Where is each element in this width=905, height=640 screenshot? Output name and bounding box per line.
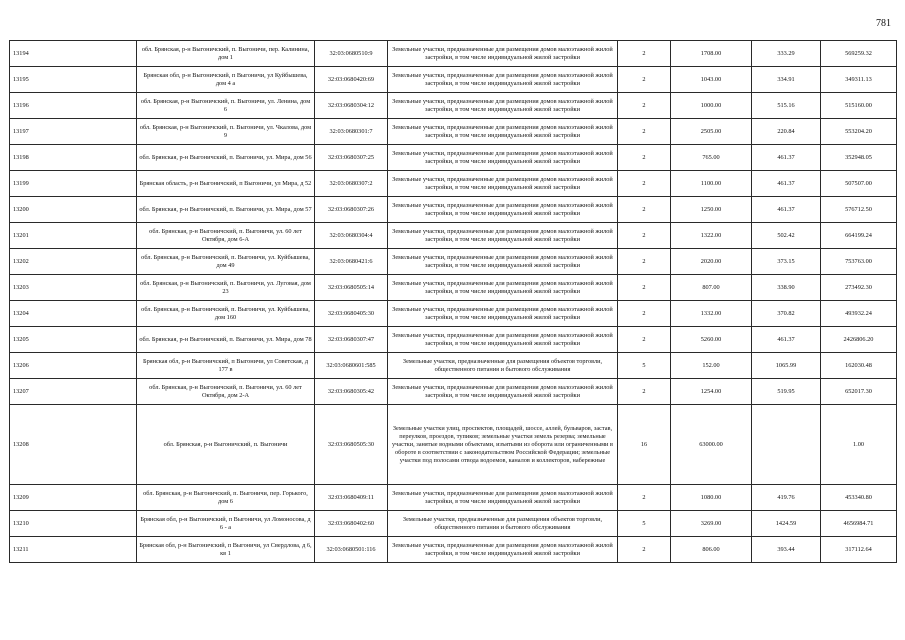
area-cell: 806.00 (671, 537, 752, 563)
group-cell: 2 (618, 537, 671, 563)
address-cell: Брянская обл, р-н Выгоничский, п Выгоничи, ул Советская, д 177 в (137, 353, 315, 379)
cadastral-value-cell: 753763.00 (821, 249, 897, 275)
land-use-cell: Земельные участки, предназначенные для размещения домов малоэтажной жилой застройки, в том числе индивидуальной жилой застройки (388, 145, 618, 171)
land-use-cell: Земельные участки, предназначенные для размещения домов малоэтажной жилой застройки, в том числе индивидуальной жилой застройки (388, 249, 618, 275)
group-cell: 2 (618, 327, 671, 353)
table-row (10, 537, 897, 563)
group-cell: 2 (618, 171, 671, 197)
cadastral-number-cell: 32:03:0680307:47 (315, 327, 388, 353)
land-use-cell: Земельные участки, предназначенные для размещения домов малоэтажной жилой застройки, в том числе индивидуальной жилой застройки (388, 537, 618, 563)
page-number: 781 (876, 18, 891, 29)
cadastral-number-cell: 32:03:0680301:7 (315, 119, 388, 145)
land-use-cell: Земельные участки улиц, проспектов, площадей, шоссе, аллей, бульваров, застав, переулков, проездов, тупиков; земельные участки земель резерва; земельные участки, занятые водными объектами, изъятыми из оборота или ограниченными в обороте в соответствии с законодательством Российской Федерации; земельные участки под полосами отвода водоемов, каналов и коллекторов, набережные (388, 405, 618, 485)
specific-value-cell: 1065.99 (752, 353, 821, 379)
area-cell: 1000.00 (671, 93, 752, 119)
land-use-cell: Земельные участки, предназначенные для размещения объектов торговли, общественного питания и бытового обслуживания (388, 353, 618, 379)
row-number-cell: 13204 (10, 301, 137, 327)
group-cell: 2 (618, 119, 671, 145)
specific-value-cell: 393.44 (752, 537, 821, 563)
cadastral-number-cell: 32:03:0680304:12 (315, 93, 388, 119)
row-number-cell: 13206 (10, 353, 137, 379)
area-cell: 1250.00 (671, 197, 752, 223)
area-cell: 3269.00 (671, 511, 752, 537)
cadastral-number-cell: 32:03:0680601:585 (315, 353, 388, 379)
row-number-cell: 13209 (10, 485, 137, 511)
specific-value-cell: 419.76 (752, 485, 821, 511)
address-cell: обл. Брянская, р-н Выгоничский, п. Выгоничи (137, 405, 315, 485)
row-number-cell: 13199 (10, 171, 137, 197)
land-use-cell: Земельные участки, предназначенные для размещения домов малоэтажной жилой застройки, в том числе индивидуальной жилой застройки (388, 119, 618, 145)
cadastral-value-cell: 317112.64 (821, 537, 897, 563)
row-number-cell: 13207 (10, 379, 137, 405)
row-number-cell: 13202 (10, 249, 137, 275)
land-use-cell: Земельные участки, предназначенные для размещения домов малоэтажной жилой застройки, в том числе индивидуальной жилой застройки (388, 41, 618, 67)
row-number-cell: 13210 (10, 511, 137, 537)
row-number-cell: 13200 (10, 197, 137, 223)
area-cell: 2020.00 (671, 249, 752, 275)
cadastral-value-cell: 2426806.20 (821, 327, 897, 353)
area-cell: 1254.00 (671, 379, 752, 405)
group-cell: 2 (618, 249, 671, 275)
address-cell: обл. Брянская, р-н Выгоничский, п. Выгоничи, ул. Чкалова, дом 9 (137, 119, 315, 145)
area-cell: 5260.00 (671, 327, 752, 353)
cadastral-number-cell: 32:03:0680405:30 (315, 301, 388, 327)
cadastral-value-cell: 515160.00 (821, 93, 897, 119)
table-row (10, 511, 897, 537)
cadastral-number-cell: 32:03:0680505:30 (315, 405, 388, 485)
group-cell: 2 (618, 379, 671, 405)
cadastral-value-cell: 162030.48 (821, 353, 897, 379)
cadastral-number-cell: 32:03:0680305:42 (315, 379, 388, 405)
table-row (10, 327, 897, 353)
address-cell: обл. Брянская, р-н Выгоничский, п. Выгоничи, ул. 60 лет Октября, дом 2-А (137, 379, 315, 405)
cadastral-value-table (9, 40, 897, 563)
address-cell: обл. Брянская, р-н Выгоничский, п. Выгоничи, пер. Калинина, дом 1 (137, 41, 315, 67)
specific-value-cell (752, 405, 821, 485)
area-cell: 807.00 (671, 275, 752, 301)
table-row (10, 119, 897, 145)
group-cell: 2 (618, 41, 671, 67)
area-cell: 2505.00 (671, 119, 752, 145)
row-number-cell: 13208 (10, 405, 137, 485)
cadastral-value-cell: 553204.20 (821, 119, 897, 145)
land-use-cell: Земельные участки, предназначенные для размещения домов малоэтажной жилой застройки, в том числе индивидуальной жилой застройки (388, 485, 618, 511)
cadastral-number-cell: 32:03:0680510:9 (315, 41, 388, 67)
area-cell: 152.00 (671, 353, 752, 379)
table-row (10, 145, 897, 171)
land-use-cell: Земельные участки, предназначенные для размещения домов малоэтажной жилой застройки, в том числе индивидуальной жилой застройки (388, 379, 618, 405)
cadastral-number-cell: 32:03:0680307:25 (315, 145, 388, 171)
specific-value-cell: 370.82 (752, 301, 821, 327)
cadastral-value-cell: 4656984.71 (821, 511, 897, 537)
row-number-cell: 13203 (10, 275, 137, 301)
specific-value-cell: 519.95 (752, 379, 821, 405)
address-cell: обл. Брянская, р-н Выгоничский, п. Выгоничи, пер. Горького, дом 6 (137, 485, 315, 511)
address-cell: обл. Брянская, р-н Выгоничский, п. Выгоничи, ул. Мира, дом 78 (137, 327, 315, 353)
cadastral-number-cell: 32:03:0680307:26 (315, 197, 388, 223)
cadastral-number-cell: 32:03:0680409:11 (315, 485, 388, 511)
group-cell: 5 (618, 511, 671, 537)
address-cell: обл. Брянская, р-н Выгоничский, п. Выгоничи, ул. Мира, дом 56 (137, 145, 315, 171)
specific-value-cell: 515.16 (752, 93, 821, 119)
cadastral-value-cell: 569259.32 (821, 41, 897, 67)
cadastral-number-cell: 32:03:0680307:2 (315, 171, 388, 197)
address-cell: Брянская обл, р-н Выгоничский, п Выгоничи, ул Куйбышева, дом 4 а (137, 67, 315, 93)
cadastral-value-cell: 1.00 (821, 405, 897, 485)
land-use-cell: Земельные участки, предназначенные для размещения домов малоэтажной жилой застройки, в том числе индивидуальной жилой застройки (388, 301, 618, 327)
row-number-cell: 13197 (10, 119, 137, 145)
group-cell: 2 (618, 301, 671, 327)
row-number-cell: 13196 (10, 93, 137, 119)
group-cell: 2 (618, 485, 671, 511)
area-cell: 1322.00 (671, 223, 752, 249)
row-number-cell: 13198 (10, 145, 137, 171)
address-cell: Брянская область, р-н Выгоничский, п Выгоничи, ул Мира, д 52 (137, 171, 315, 197)
cadastral-value-cell: 493932.24 (821, 301, 897, 327)
row-number-cell: 13201 (10, 223, 137, 249)
area-cell: 63000.00 (671, 405, 752, 485)
address-cell: обл. Брянская, р-н Выгоничский, п. Выгоничи, ул. Мира, дом 57 (137, 197, 315, 223)
address-cell: обл. Брянская, р-н Выгоничский, п. Выгоничи, ул. Луговая, дом 23 (137, 275, 315, 301)
cadastral-number-cell: 32:03:0680420:69 (315, 67, 388, 93)
area-cell: 1100.00 (671, 171, 752, 197)
cadastral-value-cell: 576712.50 (821, 197, 897, 223)
table-row (10, 405, 897, 485)
land-use-cell: Земельные участки, предназначенные для размещения домов малоэтажной жилой застройки, в том числе индивидуальной жилой застройки (388, 93, 618, 119)
address-cell: обл. Брянская, р-н Выгоничский, п. Выгоничи, ул. Куйбышева, дом 49 (137, 249, 315, 275)
row-number-cell: 13211 (10, 537, 137, 563)
area-cell: 1080.00 (671, 485, 752, 511)
address-cell: обл. Брянская, р-н Выгоничский, п. Выгоничи, ул. 60 лет Октября, дом 6-А (137, 223, 315, 249)
table-row (10, 41, 897, 67)
cadastral-value-cell: 349311.13 (821, 67, 897, 93)
cadastral-number-cell: 32:03:0680421:6 (315, 249, 388, 275)
area-cell: 1043.00 (671, 67, 752, 93)
row-number-cell: 13194 (10, 41, 137, 67)
table-row (10, 275, 897, 301)
address-cell: обл. Брянская, р-н Выгоничский, п. Выгоничи, ул. Ленина, дом 6 (137, 93, 315, 119)
address-cell: Брянская обл, р-н Выгоничский, п Выгоничи, ул Ломоносова, д 6 - а (137, 511, 315, 537)
land-use-cell: Земельные участки, предназначенные для размещения домов малоэтажной жилой застройки, в том числе индивидуальной жилой застройки (388, 223, 618, 249)
specific-value-cell: 220.84 (752, 119, 821, 145)
table-row (10, 171, 897, 197)
land-use-cell: Земельные участки, предназначенные для размещения домов малоэтажной жилой застройки, в том числе индивидуальной жилой застройки (388, 67, 618, 93)
specific-value-cell: 461.37 (752, 145, 821, 171)
cadastral-value-cell: 273492.30 (821, 275, 897, 301)
table-row (10, 301, 897, 327)
group-cell: 5 (618, 353, 671, 379)
cadastral-value-cell: 352948.05 (821, 145, 897, 171)
area-cell: 1708.00 (671, 41, 752, 67)
group-cell: 2 (618, 223, 671, 249)
specific-value-cell: 461.37 (752, 327, 821, 353)
group-cell: 2 (618, 197, 671, 223)
address-cell: обл. Брянская, р-н Выгоничский, п. Выгоничи, ул. Куйбышева, дом 160 (137, 301, 315, 327)
area-cell: 765.00 (671, 145, 752, 171)
specific-value-cell: 338.90 (752, 275, 821, 301)
table-row (10, 485, 897, 511)
specific-value-cell: 373.15 (752, 249, 821, 275)
group-cell: 2 (618, 275, 671, 301)
cadastral-number-cell: 32:03:0680304:4 (315, 223, 388, 249)
table-row (10, 223, 897, 249)
specific-value-cell: 333.29 (752, 41, 821, 67)
specific-value-cell: 334.91 (752, 67, 821, 93)
group-cell: 2 (618, 145, 671, 171)
area-cell: 1332.00 (671, 301, 752, 327)
land-use-cell: Земельные участки, предназначенные для размещения объектов торговли, общественного питания и бытового обслуживания (388, 511, 618, 537)
group-cell: 2 (618, 67, 671, 93)
specific-value-cell: 1424.59 (752, 511, 821, 537)
table-row (10, 379, 897, 405)
specific-value-cell: 461.37 (752, 171, 821, 197)
specific-value-cell: 461.37 (752, 197, 821, 223)
group-cell: 16 (618, 405, 671, 485)
table-body (10, 41, 897, 563)
table-row (10, 197, 897, 223)
row-number-cell: 13205 (10, 327, 137, 353)
table-row (10, 353, 897, 379)
land-use-cell: Земельные участки, предназначенные для размещения домов малоэтажной жилой застройки, в том числе индивидуальной жилой застройки (388, 171, 618, 197)
group-cell: 2 (618, 93, 671, 119)
cadastral-number-cell: 32:03:0680402:60 (315, 511, 388, 537)
table-row (10, 93, 897, 119)
cadastral-number-cell: 32:03:0680501:116 (315, 537, 388, 563)
cadastral-number-cell: 32:03:0680505:14 (315, 275, 388, 301)
table-row (10, 249, 897, 275)
land-use-cell: Земельные участки, предназначенные для размещения домов малоэтажной жилой застройки, в том числе индивидуальной жилой застройки (388, 327, 618, 353)
row-number-cell: 13195 (10, 67, 137, 93)
specific-value-cell: 502.42 (752, 223, 821, 249)
table-row (10, 67, 897, 93)
address-cell: Брянская обл, р-н Выгоничский, п Выгоничи, ул Свердлова, д 6, кв 1 (137, 537, 315, 563)
cadastral-value-cell: 664199.24 (821, 223, 897, 249)
cadastral-value-cell: 507507.00 (821, 171, 897, 197)
land-use-cell: Земельные участки, предназначенные для размещения домов малоэтажной жилой застройки, в том числе индивидуальной жилой застройки (388, 197, 618, 223)
land-use-cell: Земельные участки, предназначенные для размещения домов малоэтажной жилой застройки, в том числе индивидуальной жилой застройки (388, 275, 618, 301)
cadastral-value-cell: 453340.80 (821, 485, 897, 511)
cadastral-value-cell: 652017.30 (821, 379, 897, 405)
